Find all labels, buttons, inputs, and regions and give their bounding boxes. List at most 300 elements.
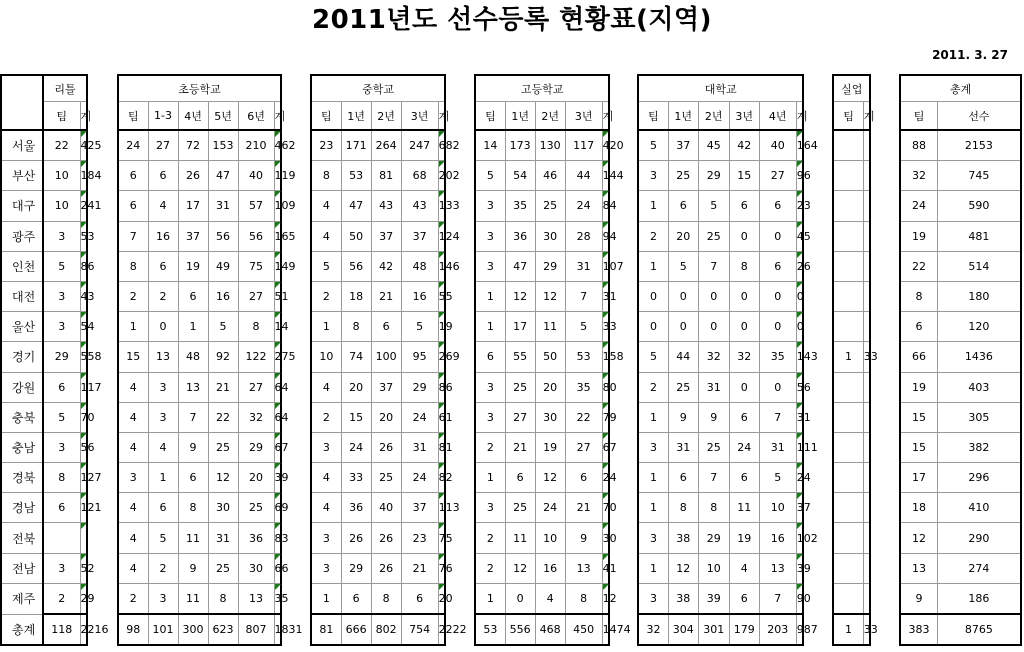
value-cell: 75 xyxy=(438,523,445,553)
value-cell: 5 xyxy=(401,312,438,342)
value-cell: 745 xyxy=(937,161,1021,191)
value-cell xyxy=(833,553,863,583)
value-cell: 481 xyxy=(937,221,1021,251)
region-cell: 경북 xyxy=(1,463,43,493)
value-cell: 9 xyxy=(178,432,208,462)
value-cell: 31 xyxy=(668,432,698,462)
value-cell: 45 xyxy=(796,221,803,251)
value-cell: 3 xyxy=(148,372,178,402)
value-cell: 247 xyxy=(401,130,438,161)
value-cell: 57 xyxy=(238,191,274,221)
value-cell: 32 xyxy=(238,402,274,432)
spacer-cell xyxy=(445,312,475,342)
value-cell: 55 xyxy=(438,281,445,311)
subheader-cell: 계 xyxy=(80,102,87,131)
value-cell: 25 xyxy=(371,463,401,493)
value-cell: 1 xyxy=(638,493,668,523)
value-cell: 4 xyxy=(729,553,759,583)
value-cell: 6 xyxy=(178,463,208,493)
value-cell: 9 xyxy=(900,583,937,614)
subheader-cell: 2년 xyxy=(698,102,729,131)
value-cell: 25 xyxy=(668,161,698,191)
value-cell: 10 xyxy=(311,342,341,372)
value-cell: 14 xyxy=(475,130,505,161)
value-cell: 32 xyxy=(698,342,729,372)
value-cell: 12 xyxy=(535,463,565,493)
value-cell: 39 xyxy=(274,463,281,493)
value-cell: 8 xyxy=(208,583,238,614)
spacer-cell xyxy=(445,342,475,372)
value-cell: 26 xyxy=(371,432,401,462)
value-cell: 43 xyxy=(371,191,401,221)
value-cell: 74 xyxy=(341,342,371,372)
region-cell: 대구 xyxy=(1,191,43,221)
value-cell xyxy=(833,493,863,523)
value-cell: 53 xyxy=(475,614,505,645)
group-header-row xyxy=(1,75,1021,102)
value-cell: 30 xyxy=(602,523,609,553)
value-cell xyxy=(863,130,870,161)
value-cell: 9 xyxy=(698,402,729,432)
value-cell: 13 xyxy=(178,372,208,402)
spacer-cell xyxy=(803,583,833,614)
value-cell: 45 xyxy=(698,130,729,161)
value-cell: 33 xyxy=(863,614,870,645)
subheader-cell: 1년 xyxy=(668,102,698,131)
value-cell: 36 xyxy=(505,221,535,251)
value-cell xyxy=(833,523,863,553)
value-cell: 12 xyxy=(505,553,535,583)
value-cell: 21 xyxy=(505,432,535,462)
spacer-cell xyxy=(281,493,311,523)
value-cell: 0 xyxy=(148,312,178,342)
value-cell: 15 xyxy=(900,432,937,462)
spacer-cell xyxy=(281,312,311,342)
value-cell: 26 xyxy=(371,523,401,553)
value-cell: 0 xyxy=(759,221,796,251)
value-cell: 29 xyxy=(238,432,274,462)
value-cell: 8 xyxy=(371,583,401,614)
value-cell: 5 xyxy=(475,161,505,191)
value-cell: 25 xyxy=(698,221,729,251)
value-cell: 6 xyxy=(729,402,759,432)
value-cell: 54 xyxy=(80,312,87,342)
value-cell: 556 xyxy=(505,614,535,645)
value-cell: 5 xyxy=(43,251,80,281)
subheader-cell: 2년 xyxy=(535,102,565,131)
value-cell: 19 xyxy=(535,432,565,462)
spacer-cell xyxy=(445,221,475,251)
value-cell: 7 xyxy=(698,463,729,493)
value-cell: 1436 xyxy=(937,342,1021,372)
value-cell: 7 xyxy=(118,221,148,251)
value-cell: 66 xyxy=(900,342,937,372)
value-cell: 37 xyxy=(401,493,438,523)
subheader-cell: 선수 xyxy=(937,102,1021,131)
subheader-cell: 계 xyxy=(438,102,445,131)
value-cell: 2 xyxy=(43,583,80,614)
value-cell: 173 xyxy=(505,130,535,161)
spacer-cell xyxy=(870,161,900,191)
value-cell: 802 xyxy=(371,614,401,645)
spacer-cell xyxy=(803,553,833,583)
value-cell: 92 xyxy=(208,342,238,372)
value-cell: 17 xyxy=(900,463,937,493)
value-cell xyxy=(863,221,870,251)
value-cell: 53 xyxy=(80,221,87,251)
value-cell: 0 xyxy=(668,281,698,311)
value-cell: 31 xyxy=(208,191,238,221)
value-cell: 37 xyxy=(796,493,803,523)
value-cell: 8 xyxy=(238,312,274,342)
report-date: 2011. 3. 27 xyxy=(932,48,1008,62)
value-cell: 3 xyxy=(43,221,80,251)
value-cell: 8 xyxy=(118,251,148,281)
value-cell: 290 xyxy=(937,523,1021,553)
value-cell xyxy=(863,312,870,342)
spacer-cell xyxy=(445,523,475,553)
value-cell: 31 xyxy=(602,281,609,311)
value-cell: 37 xyxy=(401,221,438,251)
subheader-cell: 팀 xyxy=(833,102,863,131)
value-cell: 5 xyxy=(698,191,729,221)
region-cell: 강원 xyxy=(1,372,43,402)
value-cell: 29 xyxy=(341,553,371,583)
value-cell: 666 xyxy=(341,614,371,645)
value-cell: 33 xyxy=(602,312,609,342)
spacer-cell xyxy=(281,75,311,102)
value-cell: 7 xyxy=(759,402,796,432)
value-cell xyxy=(80,523,87,553)
value-cell: 41 xyxy=(602,553,609,583)
value-cell: 43 xyxy=(401,191,438,221)
value-cell: 35 xyxy=(759,342,796,372)
value-cell xyxy=(863,583,870,614)
subheader-cell: 3년 xyxy=(729,102,759,131)
value-cell: 25 xyxy=(505,493,535,523)
spacer-cell xyxy=(803,432,833,462)
spacer-cell xyxy=(803,102,833,131)
subheader-cell: 6년 xyxy=(238,102,274,131)
table-row xyxy=(1,372,1021,402)
value-cell: 95 xyxy=(401,342,438,372)
value-cell: 1 xyxy=(638,191,668,221)
value-cell: 37 xyxy=(371,221,401,251)
value-cell: 6 xyxy=(505,463,535,493)
value-cell: 9 xyxy=(668,402,698,432)
value-cell xyxy=(863,432,870,462)
value-cell: 46 xyxy=(535,161,565,191)
value-cell xyxy=(863,463,870,493)
spacer-cell xyxy=(609,161,638,191)
value-cell: 2 xyxy=(118,583,148,614)
spacer-cell xyxy=(870,75,900,102)
value-cell: 1 xyxy=(311,583,341,614)
value-cell: 15 xyxy=(729,161,759,191)
spacer-cell xyxy=(609,75,638,102)
value-cell: 1 xyxy=(148,463,178,493)
value-cell: 12 xyxy=(208,463,238,493)
value-cell: 3 xyxy=(311,523,341,553)
value-cell: 8 xyxy=(900,281,937,311)
value-cell: 21 xyxy=(401,553,438,583)
value-cell: 274 xyxy=(937,553,1021,583)
value-cell: 6 xyxy=(401,583,438,614)
spacer-cell xyxy=(609,493,638,523)
value-cell: 0 xyxy=(505,583,535,614)
spacer-cell xyxy=(609,372,638,402)
value-cell: 0 xyxy=(759,281,796,311)
value-cell: 12 xyxy=(668,553,698,583)
value-cell: 382 xyxy=(937,432,1021,462)
value-cell: 76 xyxy=(438,553,445,583)
table-row xyxy=(1,342,1021,372)
value-cell: 56 xyxy=(238,221,274,251)
value-cell: 52 xyxy=(80,553,87,583)
spacer-cell xyxy=(609,221,638,251)
spacer-cell xyxy=(870,191,900,221)
spacer-cell xyxy=(445,281,475,311)
value-cell: 4 xyxy=(311,191,341,221)
subheader-cell: 5년 xyxy=(208,102,238,131)
value-cell: 17 xyxy=(505,312,535,342)
value-cell: 48 xyxy=(178,342,208,372)
value-cell: 0 xyxy=(729,312,759,342)
value-cell: 403 xyxy=(937,372,1021,402)
value-cell: 54 xyxy=(505,161,535,191)
value-cell: 133 xyxy=(438,191,445,221)
value-cell: 69 xyxy=(274,493,281,523)
spacer-cell xyxy=(281,402,311,432)
value-cell: 301 xyxy=(698,614,729,645)
value-cell: 0 xyxy=(729,281,759,311)
value-cell: 264 xyxy=(371,130,401,161)
page-title: 2011년도 선수등록 현황표(지역) xyxy=(311,5,712,35)
spacer-cell xyxy=(87,281,118,311)
spacer-cell xyxy=(609,432,638,462)
value-cell: 2 xyxy=(311,281,341,311)
value-cell: 180 xyxy=(937,281,1021,311)
spacer-cell xyxy=(870,583,900,614)
group-header-college: 대학교 xyxy=(638,75,803,102)
value-cell: 39 xyxy=(796,553,803,583)
value-cell: 56 xyxy=(80,432,87,462)
table-row xyxy=(1,463,1021,493)
value-cell: 20 xyxy=(341,372,371,402)
value-cell: 171 xyxy=(341,130,371,161)
value-cell: 27 xyxy=(505,402,535,432)
value-cell: 11 xyxy=(178,523,208,553)
value-cell: 33 xyxy=(863,342,870,372)
value-cell: 130 xyxy=(535,130,565,161)
value-cell: 31 xyxy=(759,432,796,462)
value-cell: 64 xyxy=(274,402,281,432)
subheader-cell: 팀 xyxy=(311,102,341,131)
value-cell: 80 xyxy=(602,372,609,402)
value-cell xyxy=(863,493,870,523)
spacer-cell xyxy=(281,281,311,311)
value-cell: 2 xyxy=(475,432,505,462)
value-cell: 6 xyxy=(148,493,178,523)
value-cell: 6 xyxy=(371,312,401,342)
value-cell: 24 xyxy=(401,463,438,493)
group-header-total: 총계 xyxy=(900,75,1021,102)
value-cell: 590 xyxy=(937,191,1021,221)
value-cell: 144 xyxy=(602,161,609,191)
value-cell: 37 xyxy=(371,372,401,402)
value-cell: 27 xyxy=(759,161,796,191)
value-cell: 2222 xyxy=(438,614,445,645)
value-cell: 66 xyxy=(274,553,281,583)
spacer-cell xyxy=(803,312,833,342)
value-cell: 101 xyxy=(148,614,178,645)
value-cell: 67 xyxy=(274,432,281,462)
value-cell xyxy=(833,312,863,342)
value-cell: 5 xyxy=(638,130,668,161)
region-cell: 충남 xyxy=(1,432,43,462)
spacer-cell xyxy=(870,221,900,251)
value-cell: 42 xyxy=(729,130,759,161)
spacer-cell xyxy=(281,432,311,462)
value-cell: 12 xyxy=(602,583,609,614)
value-cell: 4 xyxy=(148,191,178,221)
value-cell xyxy=(863,523,870,553)
value-cell: 47 xyxy=(208,161,238,191)
spacer-cell xyxy=(281,342,311,372)
spacer-cell xyxy=(803,372,833,402)
spacer-cell xyxy=(609,102,638,131)
value-cell: 143 xyxy=(796,342,803,372)
subheader-cell: 팀 xyxy=(475,102,505,131)
spacer-cell xyxy=(870,523,900,553)
value-cell: 47 xyxy=(341,191,371,221)
value-cell: 1474 xyxy=(602,614,609,645)
value-cell: 6 xyxy=(565,463,602,493)
value-cell: 36 xyxy=(238,523,274,553)
value-cell: 3 xyxy=(311,432,341,462)
table-row xyxy=(1,312,1021,342)
value-cell xyxy=(863,553,870,583)
spacer-cell xyxy=(87,463,118,493)
spacer-cell xyxy=(281,161,311,191)
value-cell: 514 xyxy=(937,251,1021,281)
value-cell: 3 xyxy=(638,161,668,191)
spacer-cell xyxy=(803,493,833,523)
spacer-cell xyxy=(609,523,638,553)
value-cell: 24 xyxy=(602,463,609,493)
spacer-cell xyxy=(870,130,900,161)
value-cell xyxy=(863,281,870,311)
value-cell: 86 xyxy=(80,251,87,281)
spacer-cell xyxy=(803,130,833,161)
value-cell: 15 xyxy=(900,402,937,432)
value-cell: 7 xyxy=(698,251,729,281)
region-cell: 총계 xyxy=(1,614,43,645)
value-cell: 10 xyxy=(43,191,80,221)
value-cell: 0 xyxy=(729,221,759,251)
value-cell: 43 xyxy=(80,281,87,311)
region-cell: 광주 xyxy=(1,221,43,251)
value-cell: 2 xyxy=(118,281,148,311)
value-cell: 72 xyxy=(178,130,208,161)
value-cell: 26 xyxy=(341,523,371,553)
value-cell: 184 xyxy=(80,161,87,191)
value-cell xyxy=(833,402,863,432)
spacer-cell xyxy=(609,312,638,342)
value-cell: 3 xyxy=(43,553,80,583)
subheader-cell: 팀 xyxy=(900,102,937,131)
region-cell: 인천 xyxy=(1,251,43,281)
value-cell: 682 xyxy=(438,130,445,161)
spacer-cell xyxy=(870,493,900,523)
value-cell: 27 xyxy=(565,432,602,462)
value-cell: 16 xyxy=(759,523,796,553)
table-row xyxy=(1,493,1021,523)
spacer-cell xyxy=(87,161,118,191)
value-cell: 4 xyxy=(535,583,565,614)
value-cell: 83 xyxy=(274,523,281,553)
value-cell: 32 xyxy=(900,161,937,191)
value-cell: 165 xyxy=(274,221,281,251)
value-cell: 20 xyxy=(535,372,565,402)
spacer-cell xyxy=(87,251,118,281)
value-cell: 3 xyxy=(475,251,505,281)
spacer-cell xyxy=(281,523,311,553)
value-cell: 94 xyxy=(602,221,609,251)
value-cell: 153 xyxy=(208,130,238,161)
subheader-cell: 2년 xyxy=(371,102,401,131)
spacer-cell xyxy=(803,342,833,372)
value-cell: 15 xyxy=(118,342,148,372)
value-cell: 468 xyxy=(535,614,565,645)
value-cell: 14 xyxy=(274,312,281,342)
value-cell: 117 xyxy=(565,130,602,161)
value-cell: 40 xyxy=(238,161,274,191)
value-cell: 30 xyxy=(238,553,274,583)
value-cell: 42 xyxy=(371,251,401,281)
table-row xyxy=(1,583,1021,614)
spacer-cell xyxy=(445,463,475,493)
value-cell: 0 xyxy=(796,281,803,311)
value-cell: 37 xyxy=(668,130,698,161)
value-cell: 31 xyxy=(565,251,602,281)
spacer-cell xyxy=(803,281,833,311)
value-cell: 24 xyxy=(565,191,602,221)
value-cell: 3 xyxy=(148,402,178,432)
value-cell: 39 xyxy=(698,583,729,614)
value-cell: 6 xyxy=(759,191,796,221)
spacer-cell xyxy=(870,251,900,281)
value-cell: 90 xyxy=(796,583,803,614)
value-cell: 11 xyxy=(178,583,208,614)
value-cell: 6 xyxy=(668,463,698,493)
value-cell: 29 xyxy=(401,372,438,402)
value-cell: 146 xyxy=(438,251,445,281)
corner-cell xyxy=(1,75,43,130)
value-cell: 24 xyxy=(118,130,148,161)
value-cell: 3 xyxy=(148,583,178,614)
spacer-cell xyxy=(870,342,900,372)
spacer-cell xyxy=(281,463,311,493)
value-cell: 6 xyxy=(759,251,796,281)
value-cell: 55 xyxy=(505,342,535,372)
spacer-cell xyxy=(87,432,118,462)
value-cell: 3 xyxy=(475,372,505,402)
value-cell: 1 xyxy=(638,463,668,493)
spacer-cell xyxy=(870,312,900,342)
value-cell: 23 xyxy=(401,523,438,553)
value-cell: 18 xyxy=(900,493,937,523)
